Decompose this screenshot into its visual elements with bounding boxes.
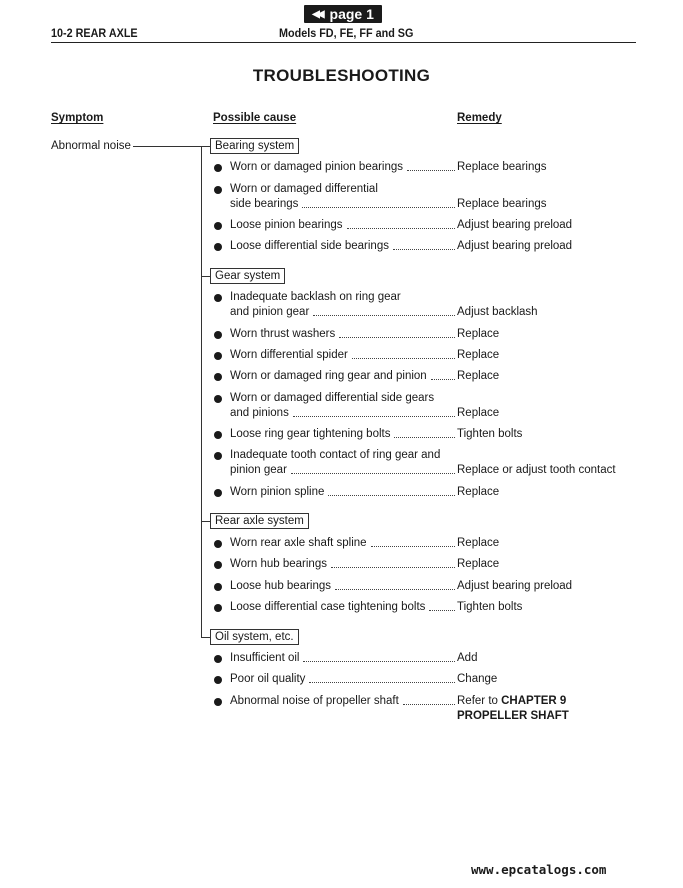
- dotted-leader: [335, 589, 455, 590]
- dotted-leader: [339, 337, 455, 338]
- cause-text: Abnormal noise of propeller shaft: [230, 695, 399, 707]
- dotted-leader: [331, 567, 455, 568]
- double-left-arrow-icon: ◀◀: [312, 8, 322, 20]
- cause-text: Worn thrust washers: [230, 328, 336, 340]
- bullet-icon: [214, 698, 222, 706]
- bullet-icon: [214, 352, 222, 360]
- remedy-text: Replace: [457, 537, 500, 549]
- group-label-gear-system: Gear system: [210, 268, 285, 284]
- section-header: 10-2 REAR AXLE: [51, 26, 138, 40]
- header-divider: [51, 42, 636, 43]
- bullet-icon: [214, 583, 222, 591]
- bullet-icon: [214, 395, 222, 403]
- page-button-label: page 1: [329, 6, 374, 22]
- bullet-icon: [214, 655, 222, 663]
- cause-text: Worn or damaged ring gear and pinion: [230, 370, 427, 382]
- symptom-abnormal-noise: Abnormal noise: [51, 140, 131, 152]
- group-label-oil-system-etc: Oil system, etc.: [210, 629, 299, 645]
- remedy-text: Replace or adjust tooth contact: [457, 464, 616, 476]
- cause-text: Loose differential side bearings: [230, 240, 389, 252]
- remedy-text: Tighten bolts: [457, 601, 523, 613]
- bullet-icon: [214, 431, 222, 439]
- bullet-icon: [214, 331, 222, 339]
- group-connector-line: [201, 146, 210, 147]
- cause-text: Loose differential case tightening bolts: [230, 601, 426, 613]
- models-header: Models FD, FE, FF and SG: [279, 26, 414, 40]
- remedy-text: Replace: [457, 328, 500, 340]
- cause-text: and pinion gear: [230, 306, 310, 318]
- remedy-column-header: Remedy: [457, 112, 502, 124]
- group-connector-line: [201, 637, 210, 638]
- bullet-icon: [214, 373, 222, 381]
- dotted-leader: [347, 228, 455, 229]
- cause-text: Worn or damaged differential: [230, 183, 378, 195]
- remedy-text: Replace: [457, 349, 500, 361]
- remedy-text: Replace bearings: [457, 198, 547, 210]
- remedy-text: Adjust bearing preload: [457, 580, 573, 592]
- page-title: TROUBLESHOOTING: [252, 66, 431, 85]
- page-1-button[interactable]: [304, 5, 382, 23]
- remedy-text-continued: PROPELLER SHAFT: [457, 710, 569, 722]
- dotted-leader: [352, 358, 455, 359]
- remedy-text: Add: [457, 652, 478, 664]
- cause-text: Loose hub bearings: [230, 580, 332, 592]
- bullet-icon: [214, 452, 222, 460]
- remedy-text: Replace bearings: [457, 161, 547, 173]
- remedy-text: Change: [457, 673, 498, 685]
- cause-text: Worn or damaged pinion bearings: [230, 161, 404, 173]
- group-label-rear-axle-system: Rear axle system: [210, 513, 309, 529]
- dotted-leader: [313, 315, 455, 316]
- cause-text: Insufficient oil: [230, 652, 300, 664]
- dotted-leader: [403, 704, 455, 705]
- remedy-text: [457, 694, 566, 709]
- group-connector-line: [201, 521, 210, 522]
- dotted-leader: [309, 682, 455, 683]
- dotted-leader: [303, 661, 455, 662]
- remedy-text: Adjust backlash: [457, 306, 538, 318]
- group-label-bearing-system: Bearing system: [210, 138, 299, 154]
- dotted-leader: [431, 379, 455, 380]
- cause-text: side bearings: [230, 198, 299, 210]
- remedy-text: Replace: [457, 486, 500, 498]
- bullet-icon: [214, 540, 222, 548]
- dotted-leader: [394, 437, 455, 438]
- bullet-icon: [214, 164, 222, 172]
- cause-text: Loose pinion bearings: [230, 219, 343, 231]
- symptom-column-header: Symptom: [51, 112, 104, 124]
- dotted-leader: [328, 495, 455, 496]
- remedy-text: Tighten bolts: [457, 428, 523, 440]
- cause-text: Inadequate tooth contact of ring gear and: [230, 449, 441, 461]
- dotted-leader: [302, 207, 455, 208]
- remedy-text: Adjust bearing preload: [457, 240, 573, 252]
- symptom-connector-line: [133, 146, 201, 147]
- cause-text: Worn differential spider: [230, 349, 348, 361]
- bullet-icon: [214, 186, 222, 194]
- cause-text: Worn or damaged differential side gears: [230, 392, 435, 404]
- chapter-reference: CHAPTER 9: [501, 695, 567, 707]
- cause-column-header: Possible cause: [213, 112, 297, 124]
- cause-text: and pinions: [230, 407, 289, 419]
- remedy-text: Adjust bearing preload: [457, 219, 573, 231]
- bullet-icon: [214, 561, 222, 569]
- tree-trunk-line: [201, 146, 202, 637]
- dotted-leader: [293, 416, 455, 417]
- group-connector-line: [201, 276, 210, 277]
- dotted-leader: [291, 473, 455, 474]
- bullet-icon: [214, 222, 222, 230]
- cause-text: Worn hub bearings: [230, 558, 327, 570]
- bullet-icon: [214, 294, 222, 302]
- dotted-leader: [407, 170, 455, 171]
- cause-text: Worn pinion spline: [230, 486, 325, 498]
- watermark-url: www.epcatalogs.com: [471, 862, 607, 877]
- cause-text: Worn rear axle shaft spline: [230, 537, 367, 549]
- remedy-text: Replace: [457, 370, 500, 382]
- bullet-icon: [214, 243, 222, 251]
- dotted-leader: [393, 249, 455, 250]
- dotted-leader: [429, 610, 455, 611]
- cause-text: Inadequate backlash on ring gear: [230, 291, 401, 303]
- cause-text: Poor oil quality: [230, 673, 306, 685]
- bullet-icon: [214, 604, 222, 612]
- remedy-prefix: Refer to: [457, 695, 502, 707]
- cause-text: pinion gear: [230, 464, 287, 476]
- bullet-icon: [214, 676, 222, 684]
- dotted-leader: [371, 546, 455, 547]
- cause-text: Loose ring gear tightening bolts: [230, 428, 391, 440]
- remedy-text: Replace: [457, 407, 500, 419]
- remedy-text: Replace: [457, 558, 500, 570]
- bullet-icon: [214, 489, 222, 497]
